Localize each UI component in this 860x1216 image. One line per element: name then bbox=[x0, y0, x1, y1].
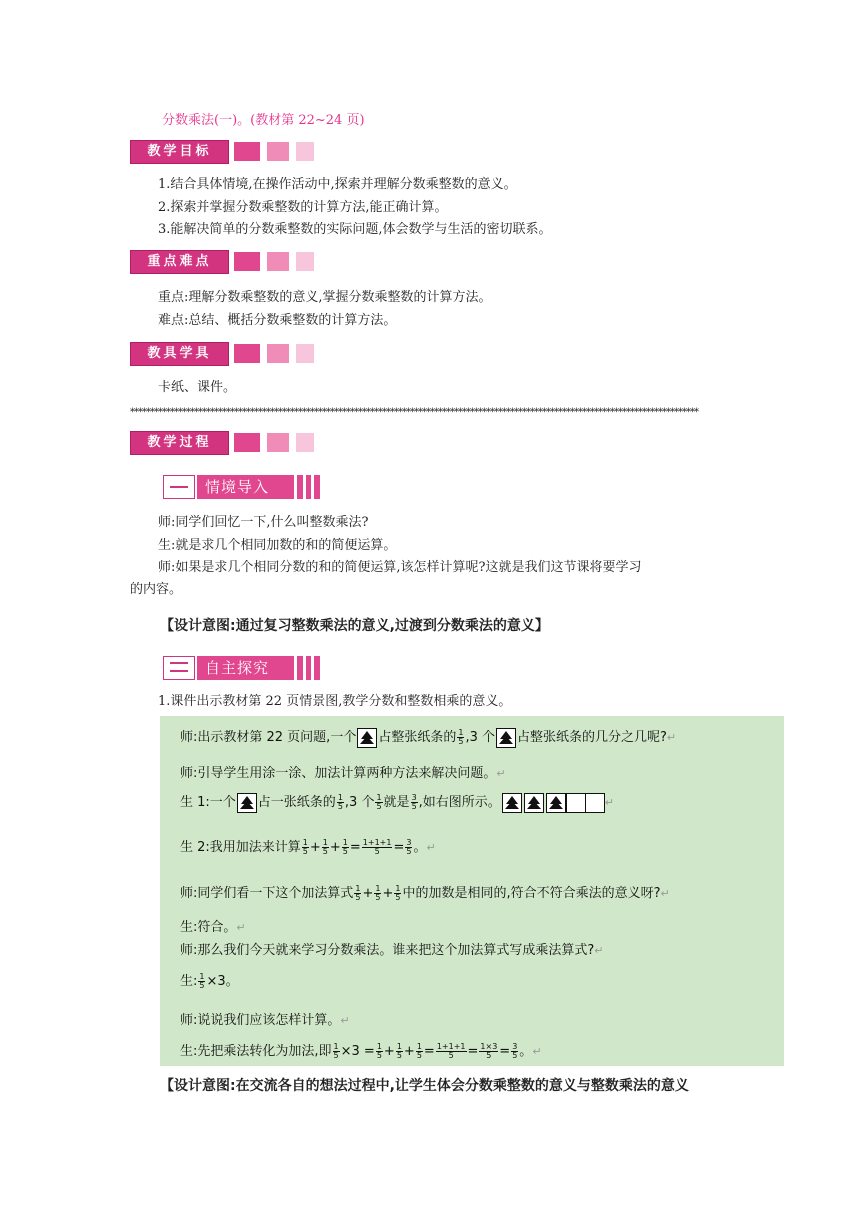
design-intent-2: 【设计意图:在交流各自的想法过程中,让学生体会分数乘整数的意义与整数乘法的意义 bbox=[160, 1078, 689, 1094]
goal-1: 1.结合具体情境,在操作活动中,探索并理解分数乘整数的意义。 bbox=[158, 177, 517, 192]
tag-square bbox=[234, 142, 260, 161]
panel-line-8: 生: $\frac{1}{5}$ ×3。 bbox=[180, 972, 239, 990]
goal-3: 3.能解决简单的分数乘整数的实际问题,体会数学与生活的密切联系。 bbox=[158, 222, 552, 237]
fraction: $\frac{1}{5}$ bbox=[458, 728, 464, 746]
tag-square bbox=[296, 142, 314, 161]
tree-card-icon bbox=[496, 728, 516, 748]
panel-line-10: 生:先把乘法转化为加法,即 $\frac{1}{5}$ ×3 = $\frac{1}{5}$ + $\frac{1}{5}$ + $\frac{1}{5}$ = $\frac{1+1+1}{5}$ = $\frac{1\times 3}{5}$ = $\frac{3}{5}$ 。↵ bbox=[180, 1042, 542, 1060]
section-number-one bbox=[163, 475, 195, 499]
tag-square bbox=[296, 433, 314, 452]
tag-square bbox=[267, 433, 289, 452]
section-title: 情境导入 bbox=[205, 478, 270, 496]
tools-text: 卡纸、课件。 bbox=[158, 380, 237, 395]
tag-square bbox=[234, 252, 260, 271]
section-title: 自主探究 bbox=[205, 659, 270, 677]
tag-process-label: 教学过程 bbox=[130, 431, 229, 455]
section-bar bbox=[197, 656, 320, 680]
panel-line-3: 生 1:一个 占一张纸条的 $\frac{1}{5}$ ,3 个 $\frac{1}{5}$ 就是 $\frac{3}{5}$ ,如右图所示。 ↵ bbox=[180, 793, 615, 811]
panel-line-2: 师:引导学生用涂一涂、加法计算两种方法来解决问题。↵ bbox=[180, 766, 506, 781]
panel-line-7: 师:那么我们今天就来学习分数乘法。谁来把这个加法算式写成乘法算式?↵ bbox=[180, 943, 604, 958]
lesson-title: 分数乘法(一)。(教材第 22~24 页) bbox=[162, 113, 365, 128]
star-divider: ********************************************************************************************************************************************** bbox=[130, 407, 698, 418]
tag-square bbox=[296, 252, 314, 271]
dialog-line: 的内容。 bbox=[130, 582, 183, 597]
tag-square bbox=[234, 344, 260, 363]
design-intent-1: 【设计意图:通过复习整数乘法的意义,过渡到分数乘法的意义】 bbox=[160, 618, 549, 634]
tag-key-label: 重点难点 bbox=[130, 250, 229, 274]
tag-square bbox=[296, 344, 314, 363]
section-intro: 1.课件出示教材第 22 页情景图,教学分数和整数相乘的意义。 bbox=[158, 694, 512, 709]
panel-line-4: 生 2:我用加法来计算 $\frac{1}{5}$ + $\frac{1}{5}$ + $\frac{1}{5}$ = $\frac{1+1+1}{5}$ = $\frac{3}{5}$ 。↵ bbox=[180, 838, 436, 856]
section-number-two bbox=[163, 656, 195, 680]
panel-line-9: 师:说说我们应该怎样计算。↵ bbox=[180, 1013, 350, 1028]
tag-tools-label: 教具学具 bbox=[130, 342, 229, 366]
panel-line-5: 师:同学们看一下这个加法算式 $\frac{1}{5}$ + $\frac{1}{5}$ + $\frac{1}{5}$ 中的加数是相同的,符合不符合乘法的意义呀?↵ bbox=[180, 884, 670, 902]
fraction: $\frac{1}{5}$ bbox=[376, 793, 382, 811]
key-point: 重点:理解分数乘整数的意义,掌握分数乘整数的计算方法。 bbox=[158, 290, 492, 305]
tag-square bbox=[267, 252, 289, 271]
dialog-line: 师:如果是求几个相同分数的和的简便运算,该怎样计算呢?这就是我们这节课将要学习 bbox=[158, 560, 642, 575]
fraction: $\frac{1}{5}$ bbox=[337, 793, 343, 811]
fraction: $\frac{3}{5}$ bbox=[411, 793, 417, 811]
dialog-line: 生:就是求几个相同加数的和的简便运算。 bbox=[158, 538, 397, 553]
tree-card-icon bbox=[357, 728, 377, 748]
panel-line-1: 师:出示教材第 22 页问题,一个 占整张纸条的 $\frac{1}{5}$ ,3 个 占整张纸条的几分之几呢?↵ bbox=[180, 728, 677, 746]
dialog-line: 师:同学们回忆一下,什么叫整数乘法? bbox=[158, 515, 369, 530]
tag-square bbox=[234, 433, 260, 452]
courseware-panel bbox=[160, 716, 784, 1066]
difficult-point: 难点:总结、概括分数乘整数的计算方法。 bbox=[158, 313, 397, 328]
panel-line-6: 生:符合。↵ bbox=[180, 920, 246, 935]
tree-card-icon bbox=[237, 793, 257, 813]
section-bar bbox=[197, 475, 320, 499]
goal-2: 2.探索并掌握分数乘整数的计算方法,能正确计算。 bbox=[158, 200, 448, 215]
paper-strip bbox=[501, 795, 605, 810]
tag-square bbox=[267, 344, 289, 363]
tag-square bbox=[267, 142, 289, 161]
tag-goals-label: 教学目标 bbox=[130, 140, 229, 164]
